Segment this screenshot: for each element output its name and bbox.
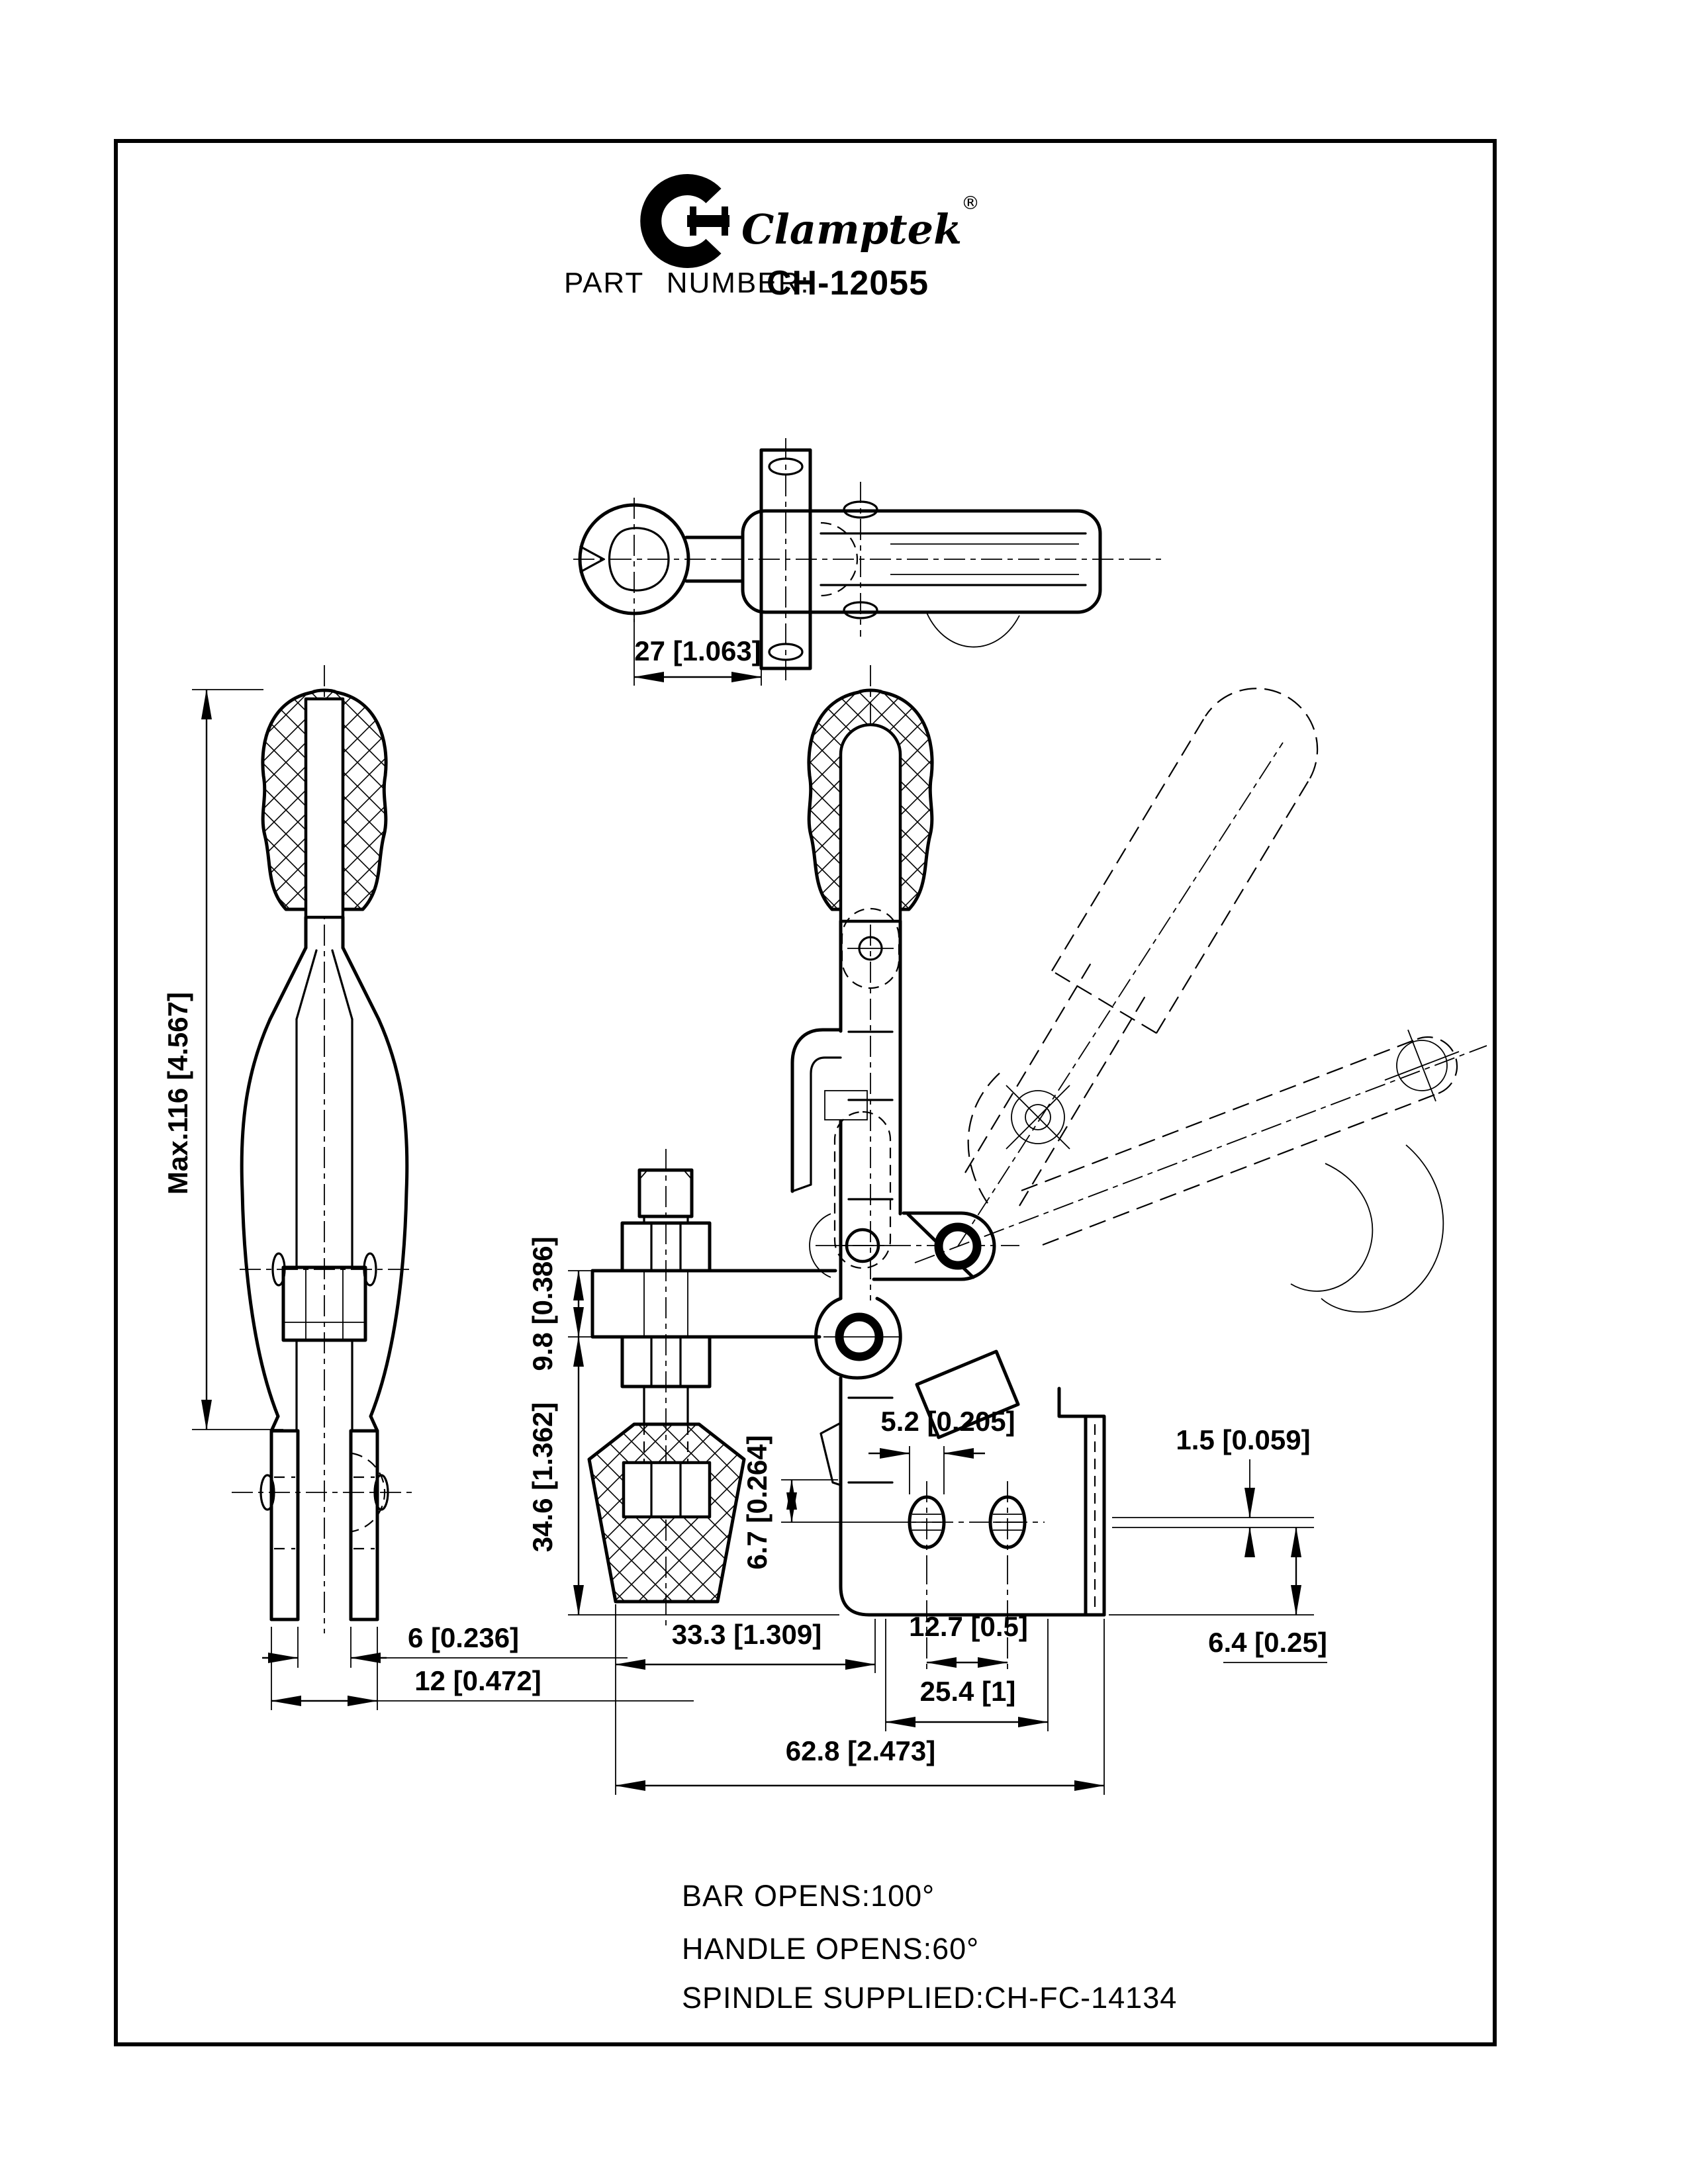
dim-label-base-left: 33.3 [1.309] <box>671 1619 822 1650</box>
dim-label-hole-height: 6.7 [0.264] <box>741 1435 773 1570</box>
header <box>564 185 980 302</box>
dim-label-clevis-width: 12 [0.472] <box>414 1665 541 1696</box>
dim-bar-thickness <box>527 1236 591 1371</box>
dim-label-side-offset: 6.4 [0.25] <box>1208 1627 1327 1658</box>
dim-top-width <box>634 619 761 686</box>
brand-logo-icon <box>651 185 729 257</box>
dim-label-flange-offset: 1.5 [0.059] <box>1176 1424 1311 1455</box>
phantom-open-bar <box>915 1030 1487 1312</box>
note-bar-opens: BAR OPENS:100° <box>682 1879 935 1913</box>
dim-label-hole-spacing: 12.7 [0.5] <box>909 1611 1028 1642</box>
top-view <box>573 438 1162 686</box>
registered-mark: ® <box>961 192 980 214</box>
dim-side-offset <box>1109 1527 1327 1662</box>
spindle-assembly <box>589 1149 835 1625</box>
dim-flange-offset <box>1112 1424 1314 1557</box>
note-spindle-supplied: SPINDLE SUPPLIED:CH-FC-14134 <box>682 1981 1178 2015</box>
phantom-open-handle <box>958 688 1317 1246</box>
part-number-label: PART NUMBER: <box>564 267 810 299</box>
brand-name: Clamptek <box>741 205 962 253</box>
dim-clevis-slot <box>262 1622 628 1668</box>
dim-label-total-length: 62.8 [2.473] <box>785 1735 936 1766</box>
front-view <box>527 665 1487 1795</box>
dim-label-top-width: 27 [1.063] <box>634 635 761 666</box>
dim-hole-spacing <box>909 1563 1028 1673</box>
notes <box>682 1879 1177 2015</box>
dim-label-max-height: Max.116 [4.567] <box>162 992 193 1195</box>
dim-label-bar-thickness: 9.8 [0.386] <box>527 1236 558 1371</box>
dim-hole-height <box>741 1435 895 1569</box>
dim-label-slot-width: 5.2 [0.205] <box>880 1406 1015 1437</box>
dim-slot-width <box>868 1406 1015 1494</box>
dim-label-hole-span: 25.4 [1] <box>919 1676 1016 1707</box>
part-number-value: CH-12055 <box>767 264 929 302</box>
note-handle-opens: HANDLE OPENS:60° <box>682 1932 980 1966</box>
dim-label-clevis-slot: 6 [0.236] <box>407 1622 520 1653</box>
dim-label-spindle-to-base: 34.6 [1.362] <box>527 1402 558 1553</box>
